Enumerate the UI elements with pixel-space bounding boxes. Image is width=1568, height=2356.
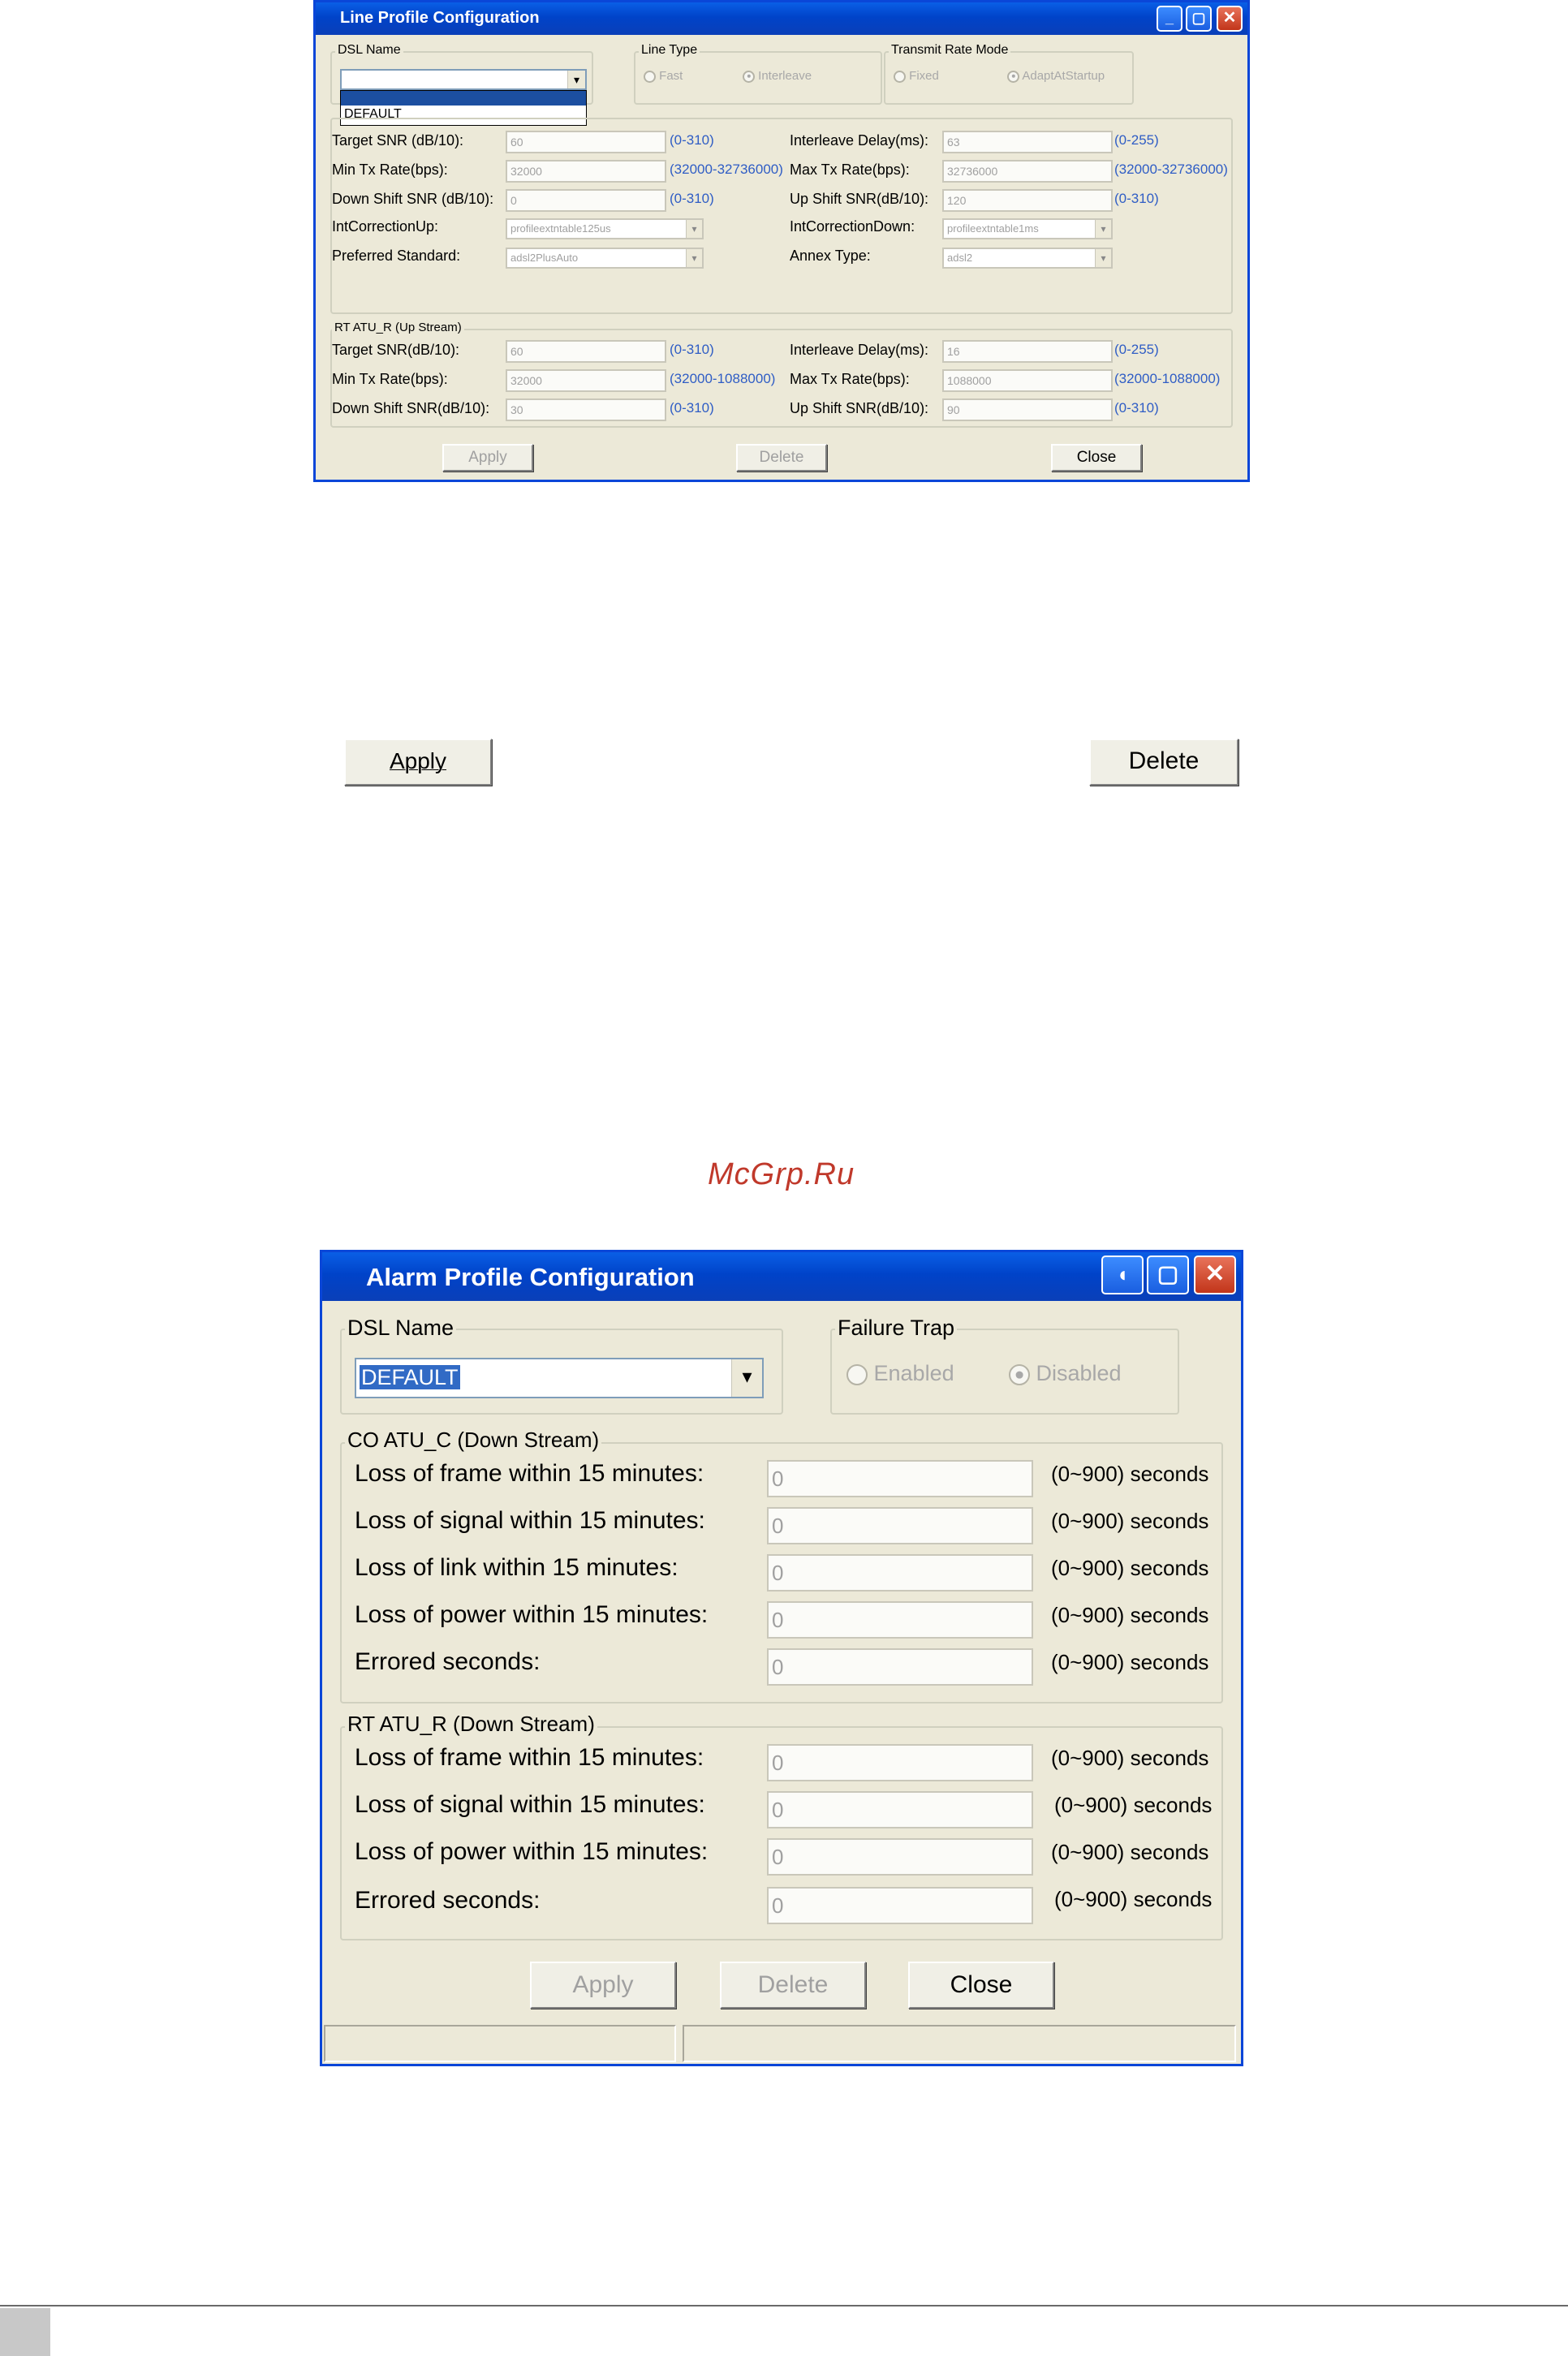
radio-disabled[interactable]: Disabled bbox=[1009, 1361, 1122, 1386]
radio-icon bbox=[644, 71, 656, 83]
co-min-tx-field[interactable]: 32000 bbox=[506, 160, 666, 183]
rt-min-tx-field[interactable]: 32000 bbox=[506, 369, 666, 392]
co-down-shift-range: (0-310) bbox=[670, 191, 714, 206]
status-bar-left bbox=[324, 2025, 676, 2062]
radio-icon bbox=[846, 1364, 868, 1385]
chevron-down-icon[interactable]: ▾ bbox=[686, 220, 702, 238]
co-row-field[interactable]: 0 bbox=[767, 1507, 1033, 1544]
co-int-corr-up-select[interactable]: profileextntable125us ▾ bbox=[506, 218, 704, 239]
co-row-label: Loss of frame within 15 minutes: bbox=[355, 1460, 704, 1487]
rt-max-tx-field[interactable]: 1088000 bbox=[942, 369, 1113, 392]
minimize-button[interactable]: ◖ bbox=[1101, 1256, 1144, 1294]
co-target-snr-range: (0-310) bbox=[670, 132, 714, 148]
rt-row-unit: (0~900) seconds bbox=[1054, 1793, 1213, 1817]
rt-max-tx-label: Max Tx Rate(bps): bbox=[790, 371, 910, 387]
chevron-down-icon[interactable]: ▾ bbox=[1095, 220, 1111, 238]
co-row-unit: (0~900) seconds bbox=[1051, 1650, 1209, 1674]
chevron-down-icon[interactable]: ▾ bbox=[567, 71, 585, 88]
status-bar-right bbox=[683, 2025, 1236, 2062]
co-row-label: Errored seconds: bbox=[355, 1648, 541, 1675]
co-interleave-range: (0-255) bbox=[1114, 132, 1159, 148]
maximize-button[interactable]: ▢ bbox=[1147, 1256, 1189, 1294]
close-window-button[interactable]: ✕ bbox=[1217, 6, 1243, 32]
co-pref-std-label: Preferred Standard: bbox=[332, 248, 461, 264]
apply-button[interactable]: Apply bbox=[530, 1962, 676, 2009]
maximize-button[interactable]: ▢ bbox=[1186, 6, 1212, 32]
rt-up-shift-field[interactable]: 90 bbox=[942, 398, 1113, 421]
co-int-corr-up-label: IntCorrectionUp: bbox=[332, 218, 439, 235]
window-title: Line Profile Configuration bbox=[340, 9, 540, 27]
rt-atu-legend: RT ATU_R (Down Stream) bbox=[345, 1712, 597, 1737]
co-up-shift-field[interactable]: 120 bbox=[942, 189, 1113, 212]
radio-icon bbox=[894, 71, 906, 83]
rt-row-unit: (0~900) seconds bbox=[1051, 1746, 1209, 1770]
rt-target-snr-range: (0-310) bbox=[670, 342, 714, 357]
window-title: Alarm Profile Configuration bbox=[366, 1263, 695, 1291]
rt-target-snr-label: Target SNR(dB/10): bbox=[332, 342, 460, 358]
close-button[interactable]: Close bbox=[1051, 444, 1142, 472]
co-int-corr-down-label: IntCorrectionDown: bbox=[790, 218, 915, 235]
dropdown-highlight bbox=[341, 91, 586, 106]
rt-row-field[interactable]: 0 bbox=[767, 1744, 1033, 1781]
radio-interleave[interactable]: Interleave bbox=[743, 69, 812, 83]
chevron-down-icon[interactable]: ▾ bbox=[731, 1359, 762, 1397]
line-type-legend: Line Type bbox=[639, 43, 700, 58]
co-annex-label: Annex Type: bbox=[790, 248, 871, 264]
rt-interleave-label: Interleave Delay(ms): bbox=[790, 342, 929, 358]
co-row-field[interactable]: 0 bbox=[767, 1460, 1033, 1497]
co-row-label: Loss of signal within 15 minutes: bbox=[355, 1507, 705, 1534]
rt-row-label: Loss of signal within 15 minutes: bbox=[355, 1791, 705, 1818]
footer-divider bbox=[0, 2305, 1568, 2306]
rt-row-field[interactable]: 0 bbox=[767, 1887, 1033, 1924]
dsl-name-legend: DSL Name bbox=[335, 43, 403, 58]
dsl-name-select[interactable] bbox=[340, 69, 587, 90]
rt-down-shift-label: Down Shift SNR(dB/10): bbox=[332, 400, 490, 416]
co-down-shift-field[interactable]: 0 bbox=[506, 189, 666, 212]
minimize-button[interactable]: _ bbox=[1157, 6, 1182, 32]
co-up-shift-range: (0-310) bbox=[1114, 191, 1159, 206]
apply-button[interactable]: Apply bbox=[442, 444, 533, 472]
radio-selected-icon bbox=[1007, 71, 1019, 83]
co-max-tx-range: (32000-32736000) bbox=[1114, 162, 1228, 177]
rt-row-label: Errored seconds: bbox=[355, 1887, 541, 1914]
co-target-snr-label: Target SNR (dB/10): bbox=[332, 132, 464, 149]
rt-max-tx-range: (32000-1088000) bbox=[1114, 371, 1221, 386]
dsl-name-select[interactable]: DEFAULT ▾ bbox=[355, 1358, 764, 1398]
co-row-field[interactable]: 0 bbox=[767, 1554, 1033, 1591]
rt-row-label: Loss of frame within 15 minutes: bbox=[355, 1744, 704, 1771]
rt-min-tx-label: Min Tx Rate(bps): bbox=[332, 371, 448, 387]
co-max-tx-label: Max Tx Rate(bps): bbox=[790, 162, 910, 178]
line-profile-window bbox=[313, 0, 1250, 482]
co-row-label: Loss of power within 15 minutes: bbox=[355, 1601, 709, 1628]
co-min-tx-label: Min Tx Rate(bps): bbox=[332, 162, 448, 178]
co-row-unit: (0~900) seconds bbox=[1051, 1556, 1209, 1580]
co-atu-legend: CO ATU_C (Down Stream) bbox=[345, 1428, 601, 1453]
close-window-button[interactable]: ✕ bbox=[1194, 1256, 1236, 1294]
watermark: McGrp.Ru bbox=[708, 1157, 855, 1191]
rt-row-label: Loss of power within 15 minutes: bbox=[355, 1838, 709, 1865]
rt-row-unit: (0~900) seconds bbox=[1054, 1887, 1213, 1911]
radio-fixed[interactable]: Fixed bbox=[894, 69, 939, 83]
title-bar[interactable] bbox=[316, 2, 1247, 35]
rt-row-field[interactable]: 0 bbox=[767, 1791, 1033, 1828]
co-row-field[interactable]: 0 bbox=[767, 1648, 1033, 1686]
dsl-name-legend: DSL Name bbox=[345, 1316, 456, 1341]
alarm-profile-window bbox=[320, 1250, 1243, 2066]
rt-min-tx-range: (32000-1088000) bbox=[670, 371, 776, 386]
co-annex-select[interactable]: adsl2 ▾ bbox=[942, 248, 1113, 269]
title-bar[interactable] bbox=[322, 1252, 1241, 1301]
dropdown-option-default[interactable]: DEFAULT bbox=[344, 107, 402, 121]
rt-interleave-field[interactable]: 16 bbox=[942, 340, 1113, 363]
delete-button[interactable]: Delete bbox=[720, 1962, 866, 2009]
rt-row-unit: (0~900) seconds bbox=[1051, 1840, 1209, 1864]
co-max-tx-field[interactable]: 32736000 bbox=[942, 160, 1113, 183]
co-row-unit: (0~900) seconds bbox=[1051, 1462, 1209, 1486]
co-up-shift-label: Up Shift SNR(dB/10): bbox=[790, 191, 929, 207]
co-down-shift-label: Down Shift SNR (dB/10): bbox=[332, 191, 494, 207]
rt-up-shift-range: (0-310) bbox=[1114, 400, 1159, 416]
transmit-rate-legend: Transmit Rate Mode bbox=[889, 43, 1010, 58]
rt-atu-legend: RT ATU_R (Up Stream) bbox=[332, 321, 464, 334]
rt-interleave-range: (0-255) bbox=[1114, 342, 1159, 357]
apply-button-large[interactable]: Apply bbox=[344, 739, 492, 786]
co-row-unit: (0~900) seconds bbox=[1051, 1603, 1209, 1627]
co-int-corr-down-select[interactable]: profileextntable1ms ▾ bbox=[942, 218, 1113, 239]
delete-button[interactable]: Delete bbox=[736, 444, 827, 472]
radio-selected-icon bbox=[1009, 1364, 1030, 1385]
footer-block bbox=[0, 2308, 50, 2356]
co-target-snr-field[interactable]: 60 bbox=[506, 131, 666, 153]
co-interleave-label: Interleave Delay(ms): bbox=[790, 132, 929, 149]
failure-trap-legend: Failure Trap bbox=[835, 1316, 957, 1341]
rt-up-shift-label: Up Shift SNR(dB/10): bbox=[790, 400, 929, 416]
radio-adapt[interactable]: AdaptAtStartup bbox=[1007, 69, 1105, 83]
co-pref-std-select[interactable]: adsl2PlusAuto ▾ bbox=[506, 248, 704, 269]
co-row-label: Loss of link within 15 minutes: bbox=[355, 1554, 678, 1581]
co-min-tx-range: (32000-32736000) bbox=[670, 162, 783, 177]
radio-selected-icon bbox=[743, 71, 755, 83]
co-row-unit: (0~900) seconds bbox=[1051, 1509, 1209, 1533]
chevron-down-icon[interactable]: ▾ bbox=[1095, 249, 1111, 267]
chevron-down-icon[interactable]: ▾ bbox=[686, 249, 702, 267]
co-row-field[interactable]: 0 bbox=[767, 1601, 1033, 1639]
rt-row-field[interactable]: 0 bbox=[767, 1838, 1033, 1876]
radio-enabled[interactable]: Enabled bbox=[846, 1361, 954, 1386]
delete-button-large[interactable]: Delete bbox=[1089, 739, 1238, 786]
rt-target-snr-field[interactable]: 60 bbox=[506, 340, 666, 363]
rt-down-shift-range: (0-310) bbox=[670, 400, 714, 416]
co-interleave-field[interactable]: 63 bbox=[942, 131, 1113, 153]
close-button[interactable]: Close bbox=[908, 1962, 1054, 2009]
rt-down-shift-field[interactable]: 30 bbox=[506, 398, 666, 421]
radio-fast[interactable]: Fast bbox=[644, 69, 683, 83]
